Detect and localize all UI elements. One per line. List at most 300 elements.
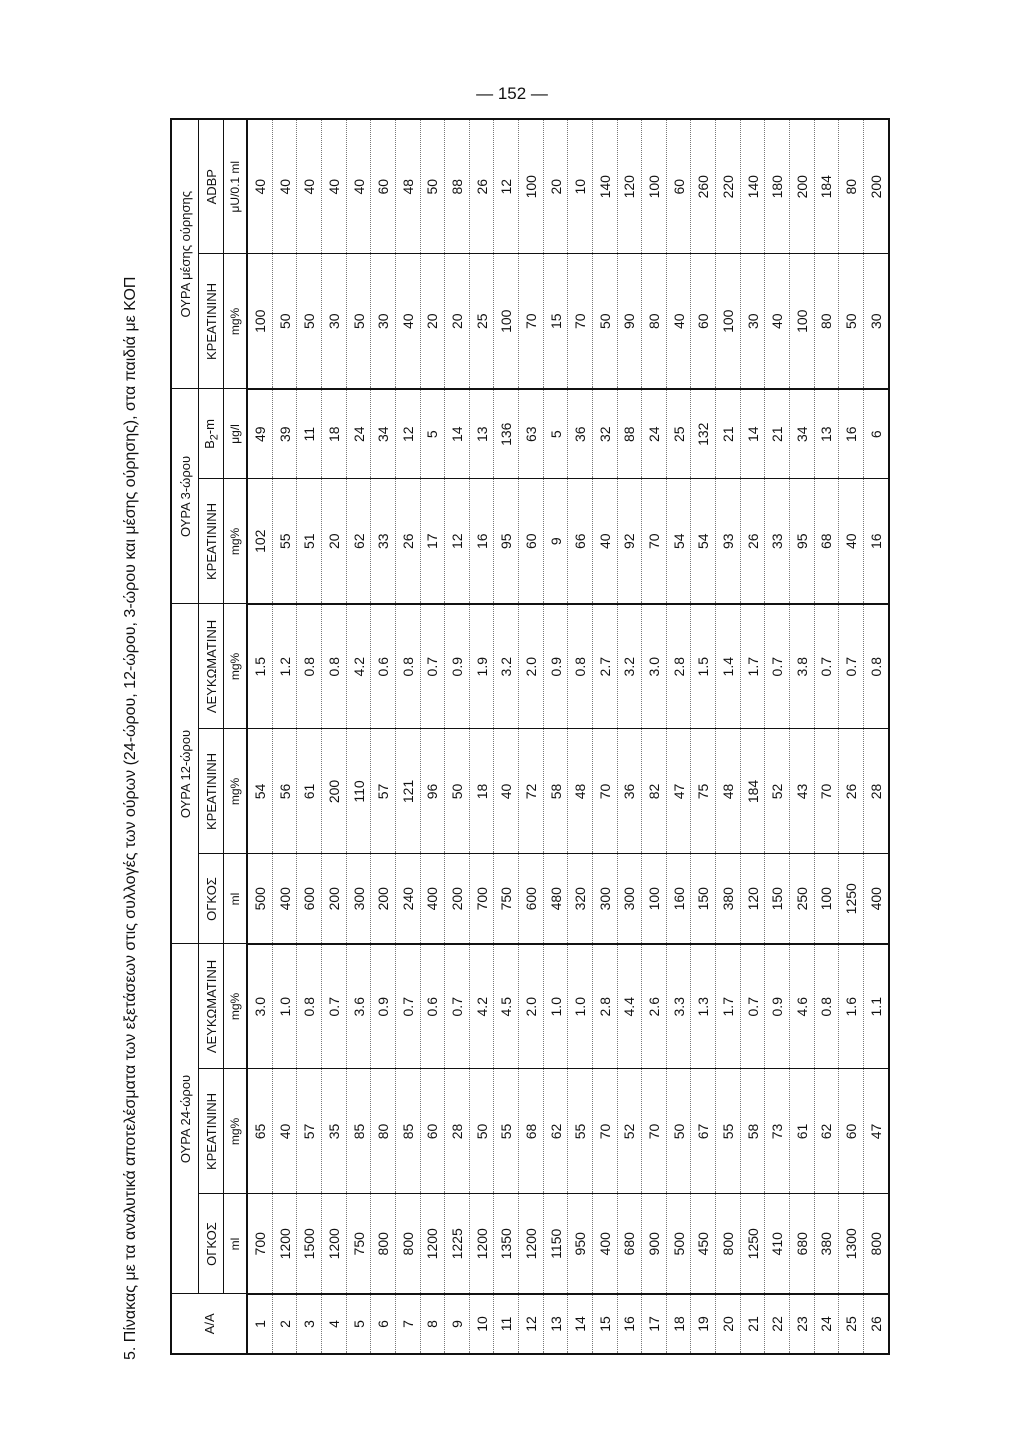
table-cell: 47 [863,1069,889,1194]
table-cell: 500 [666,1194,691,1294]
table-cell: 1.5 [691,604,716,729]
table-cell: 160 [666,854,691,944]
table-cell: 4.2 [469,944,494,1069]
table-cell: 50 [666,1069,691,1194]
table-cell: 66 [568,479,593,604]
table-cell: 3.6 [346,944,371,1069]
table-cell: 4.4 [617,944,642,1069]
table-cell: 70 [592,729,617,854]
table-cell: 28 [863,729,889,854]
table-cell: 20 [445,254,470,389]
table-cell: 0.8 [395,604,420,729]
table-cell: 136 [494,389,519,479]
table-cell: 70 [642,479,667,604]
table-cell: 82 [642,729,667,854]
table-row [420,119,445,1354]
table-row [371,119,396,1354]
table-cell: 0.7 [445,944,470,1069]
table-cell: 14 [568,1294,593,1354]
table-cell: 23 [789,1294,814,1354]
table-cell: 11 [494,1294,519,1354]
table-cell: 30 [863,254,889,389]
table-row [863,119,889,1354]
header-creatinine-12h: ΚΡΕΑΤΙΝΙΝΗ [199,729,224,854]
table-cell: 60 [666,119,691,254]
table-cell: 0.8 [297,944,322,1069]
table-cell: 70 [814,729,839,854]
table-cell: 67 [691,1069,716,1194]
table-cell: 1200 [272,1194,297,1294]
table-cell: 40 [395,254,420,389]
table-cell: 1250 [839,854,864,944]
table-cell: 6 [863,389,889,479]
table-cell: 4.6 [789,944,814,1069]
table-cell: 30 [371,254,396,389]
table-cell: 6 [371,1294,396,1354]
table-cell: 25 [666,389,691,479]
table-cell: 680 [617,1194,642,1294]
table-cell: 48 [716,729,741,854]
table-cell: 34 [371,389,396,479]
table-cell: 3.3 [666,944,691,1069]
header-volume-12h: ΟΓΚΟΣ [199,854,224,944]
table-cell: 4.2 [346,604,371,729]
table-cell: 65 [247,1069,272,1194]
table-cell: 200 [863,119,889,254]
table-cell: 10 [568,119,593,254]
table-cell: 800 [395,1194,420,1294]
table-cell: 14 [445,389,470,479]
table-cell: 2.8 [666,604,691,729]
table-cell: 150 [765,854,790,944]
header-creatinine-mid: ΚΡΕΑΤΙΝΙΝΗ [199,254,224,389]
table-cell: 800 [716,1194,741,1294]
table-cell: 700 [469,854,494,944]
table-cell: 700 [247,1194,272,1294]
table-cell: 2.8 [592,944,617,1069]
unit-albumin-12h: mg% [224,604,248,729]
table-cell: 0.6 [420,944,445,1069]
table-cell: 80 [839,119,864,254]
table-cell: 18 [469,729,494,854]
table-cell: 1150 [543,1194,568,1294]
table-cell: 0.7 [814,604,839,729]
table-cell: 1350 [494,1194,519,1294]
table-cell: 750 [346,1194,371,1294]
table-row [814,119,839,1354]
table-cell: 50 [420,119,445,254]
unit-volume-12h: ml [224,854,248,944]
table-row [445,119,470,1354]
table-cell: 20 [716,1294,741,1354]
table-cell: 750 [494,854,519,944]
table-cell: 110 [346,729,371,854]
table-cell: 0.9 [445,604,470,729]
table-cell: 7 [395,1294,420,1354]
table-cell: 500 [247,854,272,944]
table-cell: 380 [716,854,741,944]
table-cell: 55 [716,1069,741,1194]
table-cell: 0.8 [814,944,839,1069]
header-creatinine-24h: ΚΡΕΑΤΙΝΙΝΗ [199,1069,224,1194]
table-cell: 2.0 [519,604,544,729]
table-cell: 62 [346,479,371,604]
table-cell: 1.1 [863,944,889,1069]
table-cell: 2.6 [642,944,667,1069]
table-cell: 5 [346,1294,371,1354]
table-cell: 55 [272,479,297,604]
table-row [395,119,420,1354]
table-cell: 800 [863,1194,889,1294]
table-cell: 28 [445,1069,470,1194]
header-adbp-mid: ADBP [199,119,224,254]
table-cell: 2.0 [519,944,544,1069]
table-cell: 93 [716,479,741,604]
table-cell: 40 [297,119,322,254]
table-cell: 50 [839,254,864,389]
header-b2m-3h [199,389,224,479]
unit-creatinine-12h: mg% [224,729,248,854]
table-cell: 100 [716,254,741,389]
table-cell: 100 [519,119,544,254]
table-cell: 60 [371,119,396,254]
table-cell: 1200 [519,1194,544,1294]
table-cell: 220 [716,119,741,254]
table-cell: 120 [617,119,642,254]
table-cell: 61 [789,1069,814,1194]
table-cell: 19 [691,1294,716,1354]
table-cell: 150 [691,854,716,944]
table-cell: 40 [839,479,864,604]
table-cell: 0.9 [371,944,396,1069]
table-cell: 26 [469,119,494,254]
table-cell: 0.8 [322,604,347,729]
table-cell: 52 [617,1069,642,1194]
table-cell: 20 [322,479,347,604]
unit-adbp-mid: μU/0.1 ml [224,119,248,254]
table-cell: 39 [272,389,297,479]
table-cell: 16 [469,479,494,604]
table-cell: 40 [272,1069,297,1194]
table-cell: 12 [395,389,420,479]
table-caption: 5. Πίνακας με τα αναλυτικά αποτελέσματα των εξετάσεων στις συλλογές των ούρων (24-ώρου, 12-ώρου, 3-ώρου και μέσης ούρησης), στα παιδιά με ΚΟΠ [122,276,139,1360]
table-cell: 0.9 [765,944,790,1069]
table-cell: 100 [642,119,667,254]
table-cell: 33 [765,479,790,604]
table-cell: 3.0 [642,604,667,729]
table-cell: 1 [247,1294,272,1354]
table-cell: 36 [568,389,593,479]
header-volume-24h: ΟΓΚΟΣ [199,1194,224,1294]
table-cell: 5 [543,389,568,479]
table-cell: 0.7 [395,944,420,1069]
table-cell: 57 [297,1069,322,1194]
table-cell: 0.6 [371,604,396,729]
table-cell: 40 [494,729,519,854]
table-cell: 200 [322,729,347,854]
table-cell: 32 [592,389,617,479]
table-cell: 400 [272,854,297,944]
unit-creatinine-3h: mg% [224,479,248,604]
table-cell: 40 [765,254,790,389]
table-row [789,119,814,1354]
table-cell: 26 [863,1294,889,1354]
table-cell: 30 [740,254,765,389]
table-cell: 12 [494,119,519,254]
table-cell: 1.7 [740,604,765,729]
table-cell: 100 [814,854,839,944]
table-cell: 184 [814,119,839,254]
table-cell: 250 [789,854,814,944]
table-cell: 60 [691,254,716,389]
table-cell: 52 [765,729,790,854]
table-cell: 5 [420,389,445,479]
table-cell: 400 [592,1194,617,1294]
header-albumin-12h: ΛΕΥΚΩΜΑΤΙΝΗ [199,604,224,729]
table-cell: 0.7 [322,944,347,1069]
table-cell: 450 [691,1194,716,1294]
table-cell: 60 [839,1069,864,1194]
unit-creatinine-mid: mg% [224,254,248,389]
table-cell: 1.0 [272,944,297,1069]
table-cell: 16 [839,389,864,479]
table-cell: 13 [814,389,839,479]
table-cell: 200 [371,854,396,944]
table-cell: 80 [814,254,839,389]
table-cell: 600 [297,854,322,944]
table-cell: 12 [519,1294,544,1354]
table-row [247,119,272,1354]
table-row [617,119,642,1354]
table-cell: 40 [322,119,347,254]
table-cell: 95 [494,479,519,604]
table-cell: 3.8 [789,604,814,729]
table-cell: 18 [322,389,347,479]
table-cell: 1.0 [543,944,568,1069]
group-urine-12h: ΟΥΡΑ 12-ώρου [171,604,199,944]
table-cell: 58 [740,1069,765,1194]
table-cell: 15 [592,1294,617,1354]
table-cell: 680 [789,1194,814,1294]
table-cell: 1.2 [272,604,297,729]
table-cell: 70 [568,254,593,389]
table-cell: 40 [346,119,371,254]
table-cell: 18 [666,1294,691,1354]
table-cell: 10 [469,1294,494,1354]
table-cell: 40 [247,119,272,254]
table-cell: 4 [322,1294,347,1354]
table-row [469,119,494,1354]
table-cell: 48 [395,119,420,254]
page-number: — 152 — [476,84,548,103]
table-cell: 140 [592,119,617,254]
table-cell: 26 [839,729,864,854]
header-albumin-24h: ΛΕΥΚΩΜΑΤΙΝΗ [199,944,224,1069]
table-cell: 260 [691,119,716,254]
table-cell: 0.8 [863,604,889,729]
table-cell: 21 [765,389,790,479]
table-cell: 24 [346,389,371,479]
table-cell: 26 [395,479,420,604]
table-cell: 50 [346,254,371,389]
table-cell: 70 [519,254,544,389]
table-cell: 21 [716,389,741,479]
table-cell: 70 [642,1069,667,1194]
table-cell: 40 [666,254,691,389]
table-cell: 100 [247,254,272,389]
table-cell: 100 [494,254,519,389]
header-aa: Α/Α [171,1294,247,1354]
group-urine-24h: ΟΥΡΑ 24-ώρου [171,944,199,1294]
table-cell: 80 [371,1069,396,1194]
table-cell: 55 [494,1069,519,1194]
table-cell: 1.9 [469,604,494,729]
table-cell: 88 [617,389,642,479]
table-cell: 20 [543,119,568,254]
table-cell: 15 [543,254,568,389]
table-cell: 63 [519,389,544,479]
table-cell: 0.7 [839,604,864,729]
table-cell: 68 [519,1069,544,1194]
table-cell: 26 [740,479,765,604]
b2m-suffix: -m [201,419,217,435]
table-cell: 300 [617,854,642,944]
table-cell: 1.0 [568,944,593,1069]
table-cell: 200 [445,854,470,944]
table-cell: 54 [666,479,691,604]
table-cell: 121 [395,729,420,854]
table-cell: 43 [789,729,814,854]
table-cell: 54 [247,729,272,854]
table-cell: 0.7 [740,944,765,1069]
table-cell: 800 [371,1194,396,1294]
table-cell: 1.6 [839,944,864,1069]
table-cell: 85 [346,1069,371,1194]
table-cell: 40 [272,119,297,254]
table-cell: 1200 [469,1194,494,1294]
table-cell: 14 [740,389,765,479]
table-cell: 33 [371,479,396,604]
table-body [247,119,889,1354]
table-cell: 3.0 [247,944,272,1069]
table-cell: 25 [839,1294,864,1354]
table-cell: 25 [469,254,494,389]
table-cell: 49 [247,389,272,479]
table-cell: 184 [740,729,765,854]
table-cell: 100 [642,854,667,944]
table-cell: 13 [543,1294,568,1354]
table-row [666,119,691,1354]
table-cell: 0.9 [543,604,568,729]
table-cell: 0.8 [297,604,322,729]
table-cell: 90 [617,254,642,389]
results-table-container [170,120,890,1355]
table-cell: 60 [519,479,544,604]
table-cell: 57 [371,729,396,854]
table-cell: 17 [420,479,445,604]
table-cell: 8 [420,1294,445,1354]
table-cell: 1300 [839,1194,864,1294]
table-cell: 0.7 [420,604,445,729]
table-cell: 180 [765,119,790,254]
table-cell: 3.2 [494,604,519,729]
table-cell: 240 [395,854,420,944]
table-cell: 12 [445,479,470,604]
table-cell: 60 [420,1069,445,1194]
table-cell: 92 [617,479,642,604]
table-row [691,119,716,1354]
table-cell: 120 [740,854,765,944]
table-cell: 11 [297,389,322,479]
table-cell: 1.5 [247,604,272,729]
table-row [765,119,790,1354]
table-cell: 2.7 [592,604,617,729]
table-cell: 200 [789,119,814,254]
table-cell: 30 [322,254,347,389]
table-cell: 95 [789,479,814,604]
header-creatinine-3h: ΚΡΕΑΤΙΝΙΝΗ [199,479,224,604]
table-cell: 34 [789,389,814,479]
table-cell: 132 [691,389,716,479]
table-cell: 9 [445,1294,470,1354]
table-row [346,119,371,1354]
table-cell: 1250 [740,1194,765,1294]
table-cell: 73 [765,1069,790,1194]
table-cell: 75 [691,729,716,854]
table-row [642,119,667,1354]
table-cell: 96 [420,729,445,854]
table-cell: 50 [592,254,617,389]
table-cell: 13 [469,389,494,479]
table-cell: 22 [765,1294,790,1354]
table-cell: 62 [543,1069,568,1194]
table-cell: 1.3 [691,944,716,1069]
table-cell: 51 [297,479,322,604]
table-cell: 88 [445,119,470,254]
table-cell: 320 [568,854,593,944]
table-cell: 80 [642,254,667,389]
table-row [568,119,593,1354]
table-cell: 9 [543,479,568,604]
table-cell: 2 [272,1294,297,1354]
table-cell: 1225 [445,1194,470,1294]
results-table [170,118,890,1355]
table-row [716,119,741,1354]
table-cell: 36 [617,729,642,854]
table-cell: 58 [543,729,568,854]
table-row [322,119,347,1354]
table-cell: 56 [272,729,297,854]
table-cell: 400 [863,854,889,944]
b2m-subscript: 2 [208,434,221,441]
table-cell: 3.2 [617,604,642,729]
table-row [297,119,322,1354]
table-cell: 70 [592,1069,617,1194]
table-cell: 17 [642,1294,667,1354]
unit-b2m-3h: μg/l [224,389,248,479]
table-cell: 61 [297,729,322,854]
table-cell: 85 [395,1069,420,1194]
table-cell: 1200 [322,1194,347,1294]
table-cell: 40 [592,479,617,604]
table-cell: 600 [519,854,544,944]
table-row [740,119,765,1354]
table-cell: 4.5 [494,944,519,1069]
table-row [839,119,864,1354]
table-cell: 72 [519,729,544,854]
b2m-prefix: B [201,440,217,449]
table-cell: 100 [789,254,814,389]
